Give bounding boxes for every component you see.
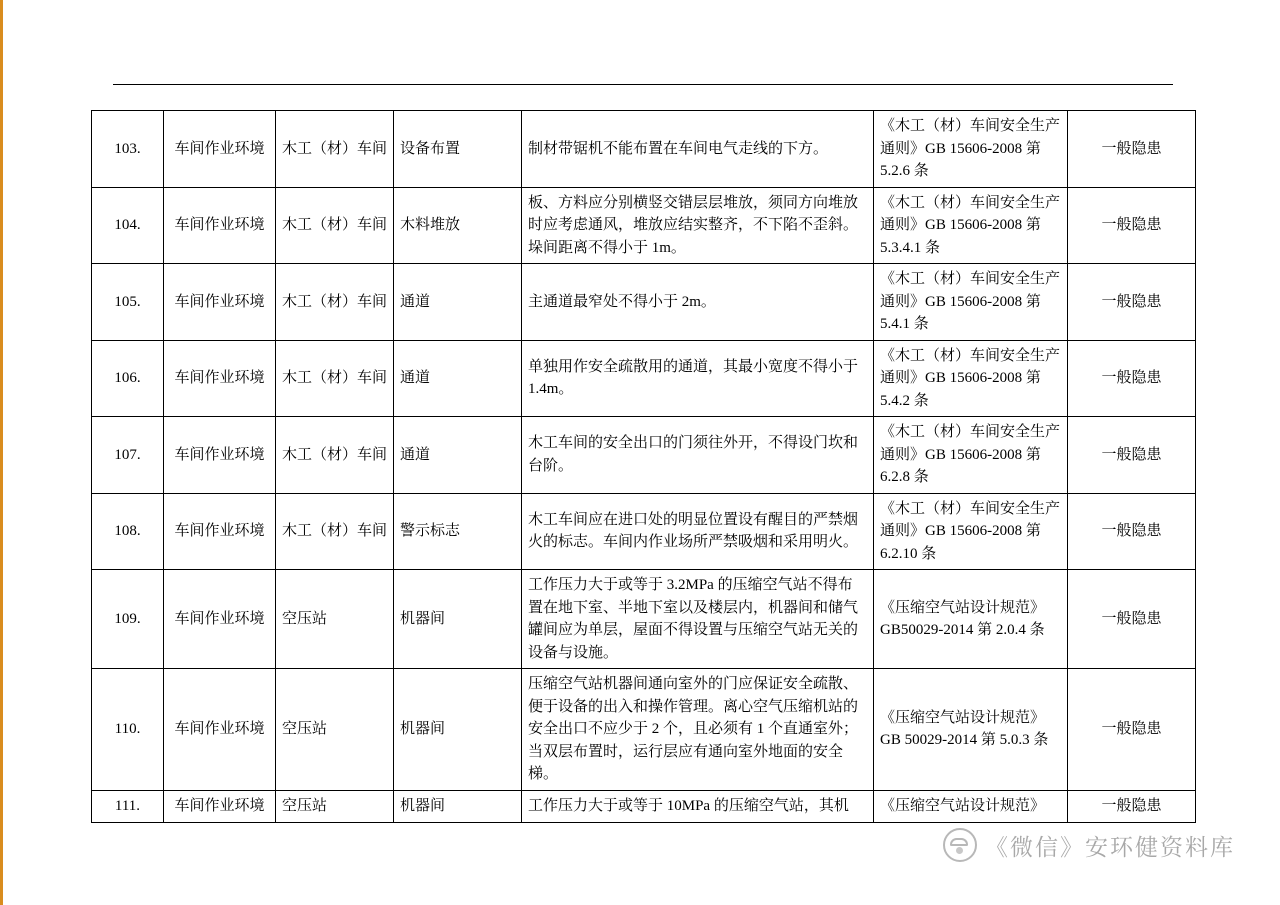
cell-area: 车间作业环境 — [164, 264, 276, 341]
cell-desc: 木工车间应在进口处的明显位置设有醒目的严禁烟火的标志。车间内作业场所严禁吸烟和采用明火。 — [522, 493, 874, 570]
cell-no: 105. — [92, 264, 164, 341]
cell-basis: 《木工（材）车间安全生产通则》GB 15606-2008 第5.3.4.1 条 — [874, 187, 1068, 264]
cell-desc: 板、方料应分别横竖交错层层堆放，须同方向堆放时应考虑通风，堆放应结实整齐，不下陷不歪斜。垛间距离不得小于 1m。 — [522, 187, 874, 264]
cell-item: 通道 — [394, 264, 522, 341]
cell-place: 空压站 — [276, 570, 394, 669]
table-row — [92, 340, 1196, 417]
cell-no: 104. — [92, 187, 164, 264]
cell-item: 机器间 — [394, 570, 522, 669]
watermark-label: 《微信》安环健资料库 — [985, 834, 1235, 861]
cell-item: 设备布置 — [394, 111, 522, 188]
cell-desc: 主通道最窄处不得小于 2m。 — [522, 264, 874, 341]
cell-area: 车间作业环境 — [164, 790, 276, 822]
cell-level: 一般隐患 — [1068, 340, 1196, 417]
cell-item: 通道 — [394, 417, 522, 494]
cell-desc: 工作压力大于或等于 10MPa 的压缩空气站，其机 — [522, 790, 874, 822]
cell-item: 机器间 — [394, 669, 522, 791]
cell-item: 警示标志 — [394, 493, 522, 570]
cell-level: 一般隐患 — [1068, 111, 1196, 188]
cell-place: 木工（材）车间 — [276, 417, 394, 494]
cell-area: 车间作业环境 — [164, 417, 276, 494]
cell-desc: 单独用作安全疏散用的通道，其最小宽度不得小于 1.4m。 — [522, 340, 874, 417]
cell-area: 车间作业环境 — [164, 340, 276, 417]
cell-basis: 《压缩空气站设计规范》GB50029-2014 第 2.0.4 条 — [874, 570, 1068, 669]
hazard-checklist-table — [91, 110, 1196, 823]
cell-level: 一般隐患 — [1068, 669, 1196, 791]
cell-place: 空压站 — [276, 669, 394, 791]
cell-basis: 《木工（材）车间安全生产通则》GB 15606-2008 第5.2.6 条 — [874, 111, 1068, 188]
cell-level: 一般隐患 — [1068, 790, 1196, 822]
cell-no: 107. — [92, 417, 164, 494]
table-row — [92, 790, 1196, 822]
cell-basis: 《木工（材）车间安全生产通则》GB 15606-2008 第5.4.2 条 — [874, 340, 1068, 417]
cell-level: 一般隐患 — [1068, 264, 1196, 341]
cell-basis: 《木工（材）车间安全生产通则》GB 15606-2008 第6.2.8 条 — [874, 417, 1068, 494]
cell-basis: 《木工（材）车间安全生产通则》GB 15606-2008 第5.4.1 条 — [874, 264, 1068, 341]
cell-basis: 《压缩空气站设计规范》 — [874, 790, 1068, 822]
table-row — [92, 264, 1196, 341]
table-row — [92, 187, 1196, 264]
cell-desc: 压缩空气站机器间通向室外的门应保证安全疏散、便于设备的出入和操作管理。离心空气压缩机站的安全出口不应少于 2 个，且必须有 1 个直通室外；当双层布置时，运行层应有通向室外地面的安全梯。 — [522, 669, 874, 791]
cell-basis: 《木工（材）车间安全生产通则》GB 15606-2008 第6.2.10 条 — [874, 493, 1068, 570]
cell-no: 108. — [92, 493, 164, 570]
cell-place: 木工（材）车间 — [276, 187, 394, 264]
table-row — [92, 669, 1196, 791]
cell-desc: 工作压力大于或等于 3.2MPa 的压缩空气站不得布置在地下室、半地下室以及楼层内，机器间和储气罐间应为单层，屋面不得设置与压缩空气站无关的设备与设施。 — [522, 570, 874, 669]
cell-area: 车间作业环境 — [164, 669, 276, 791]
cell-item: 木料堆放 — [394, 187, 522, 264]
cell-level: 一般隐患 — [1068, 570, 1196, 669]
cell-no: 110. — [92, 669, 164, 791]
header-rule — [113, 84, 1173, 85]
account-circle-icon — [943, 828, 977, 862]
cell-level: 一般隐患 — [1068, 493, 1196, 570]
table-row — [92, 493, 1196, 570]
cell-no: 111. — [92, 790, 164, 822]
table-row — [92, 111, 1196, 188]
cell-area: 车间作业环境 — [164, 111, 276, 188]
cell-no: 106. — [92, 340, 164, 417]
cell-area: 车间作业环境 — [164, 187, 276, 264]
cell-item: 通道 — [394, 340, 522, 417]
table-body — [92, 111, 1196, 823]
table-row — [92, 417, 1196, 494]
cell-desc: 制材带锯机不能布置在车间电气走线的下方。 — [522, 111, 874, 188]
cell-item: 机器间 — [394, 790, 522, 822]
cell-no: 109. — [92, 570, 164, 669]
cell-place: 木工（材）车间 — [276, 340, 394, 417]
cell-place: 木工（材）车间 — [276, 264, 394, 341]
cell-level: 一般隐患 — [1068, 417, 1196, 494]
cell-area: 车间作业环境 — [164, 570, 276, 669]
watermark — [943, 828, 1235, 862]
cell-place: 空压站 — [276, 790, 394, 822]
cell-desc: 木工车间的安全出口的门须往外开，不得设门坎和台阶。 — [522, 417, 874, 494]
cell-place: 木工（材）车间 — [276, 493, 394, 570]
cell-place: 木工（材）车间 — [276, 111, 394, 188]
cell-level: 一般隐患 — [1068, 187, 1196, 264]
cell-no: 103. — [92, 111, 164, 188]
cell-area: 车间作业环境 — [164, 493, 276, 570]
cell-basis: 《压缩空气站设计规范》GB 50029-2014 第 5.0.3 条 — [874, 669, 1068, 791]
table-row — [92, 570, 1196, 669]
